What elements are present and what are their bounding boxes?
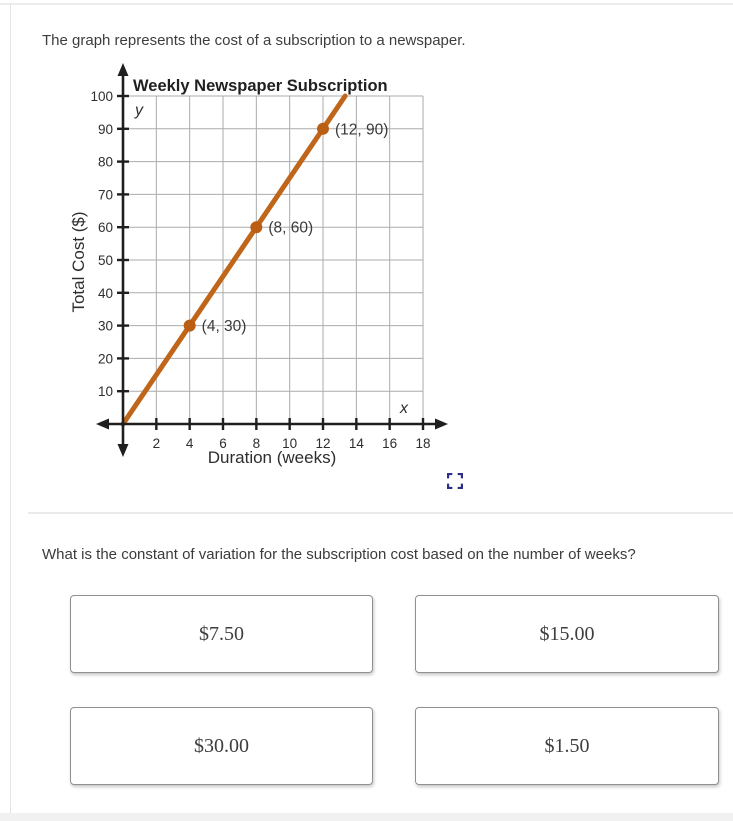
- answer-label: $7.50: [199, 622, 244, 645]
- svg-text:14: 14: [348, 436, 364, 451]
- svg-text:20: 20: [97, 351, 113, 367]
- y-axis-label: Total Cost ($): [69, 211, 88, 313]
- svg-text:100: 100: [90, 89, 113, 104]
- svg-text:18: 18: [415, 436, 431, 451]
- section-divider: [28, 512, 733, 514]
- svg-text:60: 60: [97, 220, 113, 236]
- svg-text:90: 90: [97, 121, 113, 137]
- svg-text:70: 70: [97, 187, 113, 203]
- data-points: [184, 121, 389, 335]
- svg-text:6: 6: [219, 436, 227, 451]
- x-axis-symbol: x: [400, 400, 408, 417]
- intro-text: The graph represents the cost of a subscription to a newspaper.: [42, 32, 466, 49]
- x-axis-label: Duration (weeks): [207, 448, 337, 467]
- svg-text:(8, 60): (8, 60): [268, 219, 314, 237]
- answer-label: $1.50: [544, 734, 590, 757]
- y-axis-symbol: y: [135, 102, 143, 119]
- subscription-cost-graph: [60, 60, 460, 470]
- svg-text:(4, 30): (4, 30): [201, 318, 247, 336]
- svg-text:4: 4: [185, 436, 194, 451]
- svg-text:50: 50: [97, 253, 113, 268]
- answer-options: [70, 595, 719, 785]
- answer-button[interactable]: [70, 707, 373, 785]
- line-chart: [60, 60, 460, 470]
- svg-text:30: 30: [97, 318, 113, 334]
- svg-text:8: 8: [252, 436, 261, 451]
- answer-label: $30.00: [194, 734, 249, 757]
- svg-text:80: 80: [97, 154, 113, 170]
- bottom-band: [0, 813, 733, 821]
- svg-text:(12, 90): (12, 90): [335, 121, 389, 139]
- svg-text:12: 12: [315, 436, 331, 451]
- svg-text:2: 2: [152, 436, 161, 451]
- grid-lines: [123, 96, 423, 424]
- answer-button[interactable]: [70, 595, 373, 673]
- top-border: [0, 3, 733, 5]
- chart-title: Weekly Newspaper Subscription: [133, 77, 388, 95]
- fullscreen-expand-icon[interactable]: [447, 473, 463, 489]
- svg-text:16: 16: [382, 436, 398, 451]
- answer-button[interactable]: [415, 707, 719, 785]
- svg-text:10: 10: [282, 436, 298, 451]
- answer-button[interactable]: [415, 595, 719, 673]
- question-text: What is the constant of variation for the subscription cost based on the number of weeks?: [42, 546, 636, 563]
- svg-text:10: 10: [97, 384, 113, 400]
- left-border: [10, 4, 11, 813]
- svg-text:40: 40: [97, 285, 113, 301]
- answer-label: $15.00: [539, 622, 595, 645]
